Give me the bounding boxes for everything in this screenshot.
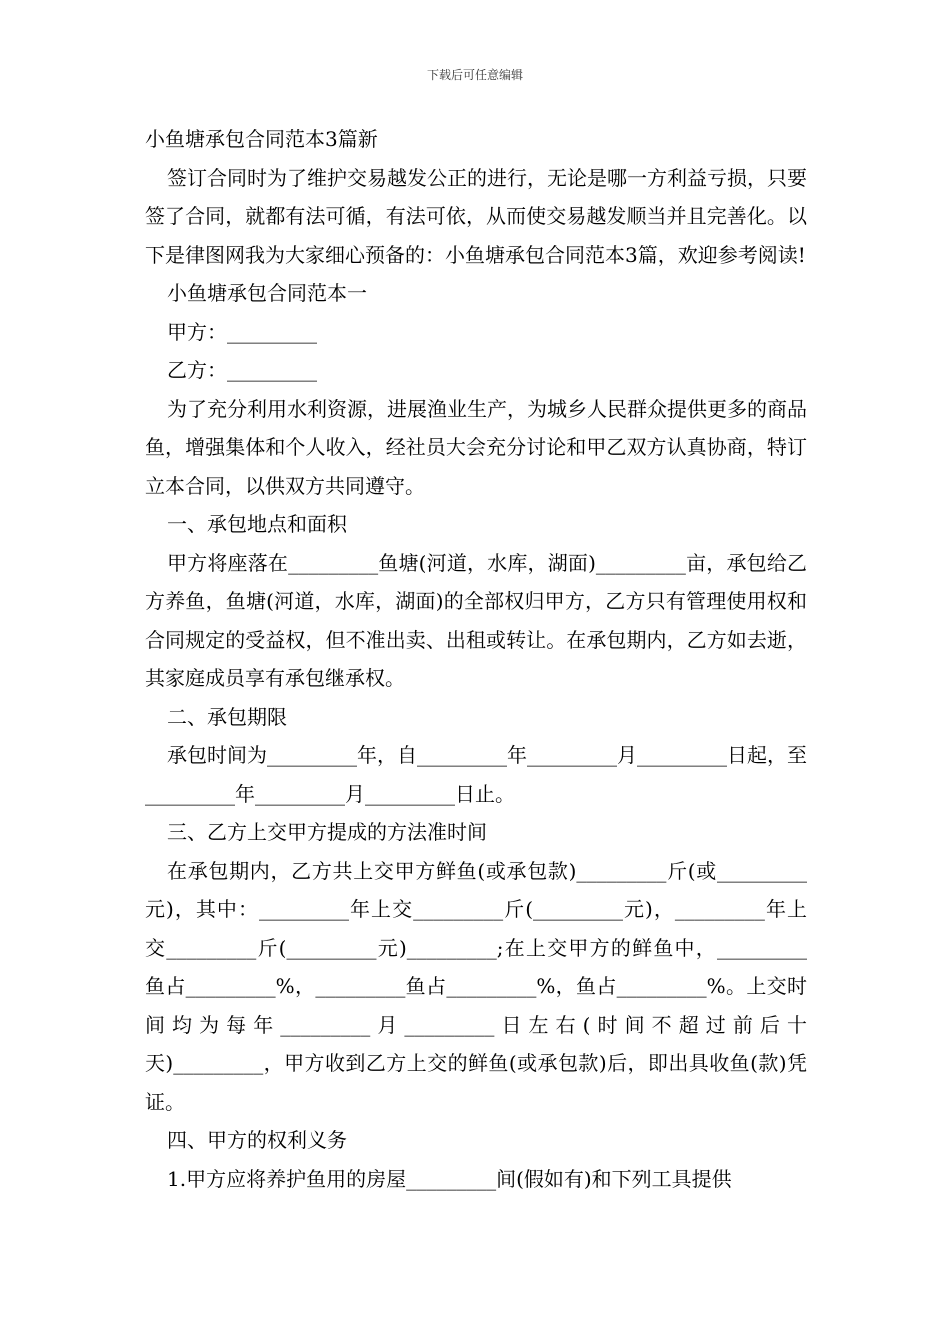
document-title: 小鱼塘承包合同范本3篇新: [145, 127, 378, 151]
intro-paragraph: 签订合同时为了维护交易越发公正的进行，无论是哪一方利益亏损，只要签了合同，就都有法可循，有法可依，从而使交易越发顺当并且完善化。以下是律图网我为大家细心预备的：小鱼塘承包合同范本3篇，欢迎参考阅读!: [145, 165, 807, 267]
section-2-heading: 二、承包期限: [167, 704, 287, 729]
section-3-body: 在承包期内，乙方共上交甲方鲜鱼(或承包款)_________斤(或_________元)，其中：_________年上交_________斤(_________元)，_________年上交_________斤(_________元)_________;在上交甲方的鲜鱼中，_________鱼占_________%，_________鱼占_________%，鱼占_________%。上交时间均为每年_________月_________日左右(时间不超过前后十天)_________，甲方收到乙方上交的鲜鱼(或承包款)后，即出具收鱼(款)凭证。: [145, 858, 807, 1114]
party-a-line: 甲方：_________: [167, 319, 317, 344]
section-1-heading: 一、承包地点和面积: [167, 512, 347, 536]
purpose-paragraph: 为了充分利用水利资源，进展渔业生产，为城乡人民群众提供更多的商品鱼，增强集体和个人收入，经社员大会充分讨论和甲乙双方认真协商，特订立本合同，以供双方共同遵守。: [145, 396, 807, 498]
document-body: [145, 120, 807, 1198]
page-header-note: 下载后可任意编辑: [426, 68, 523, 82]
party-b-line: 乙方：_________: [167, 358, 317, 382]
section-4-heading: 四、甲方的权利义务: [167, 1128, 347, 1152]
section-4-item-1: 1.甲方应将养护鱼用的房屋_________间(假如有)和下列工具提供: [167, 1166, 732, 1191]
contract-title: 小鱼塘承包合同范本一: [167, 281, 367, 305]
section-1-body: 甲方将座落在_________鱼塘(河道，水库，湖面)_________亩，承包给乙方养鱼，鱼塘(河道，水库，湖面)的全部权归甲方，乙方只有管理使用权和合同规定的受益权，但不准出卖、出租或转让。在承包期内，乙方如去逝，其家庭成员享有承包继承权。: [145, 550, 807, 690]
section-3-heading: 三、乙方上交甲方提成的方法准时间: [167, 820, 487, 844]
section-2-body: 承包时间为_________年，自_________年_________月_________日起，至_________年_________月_________日止。: [145, 743, 807, 806]
